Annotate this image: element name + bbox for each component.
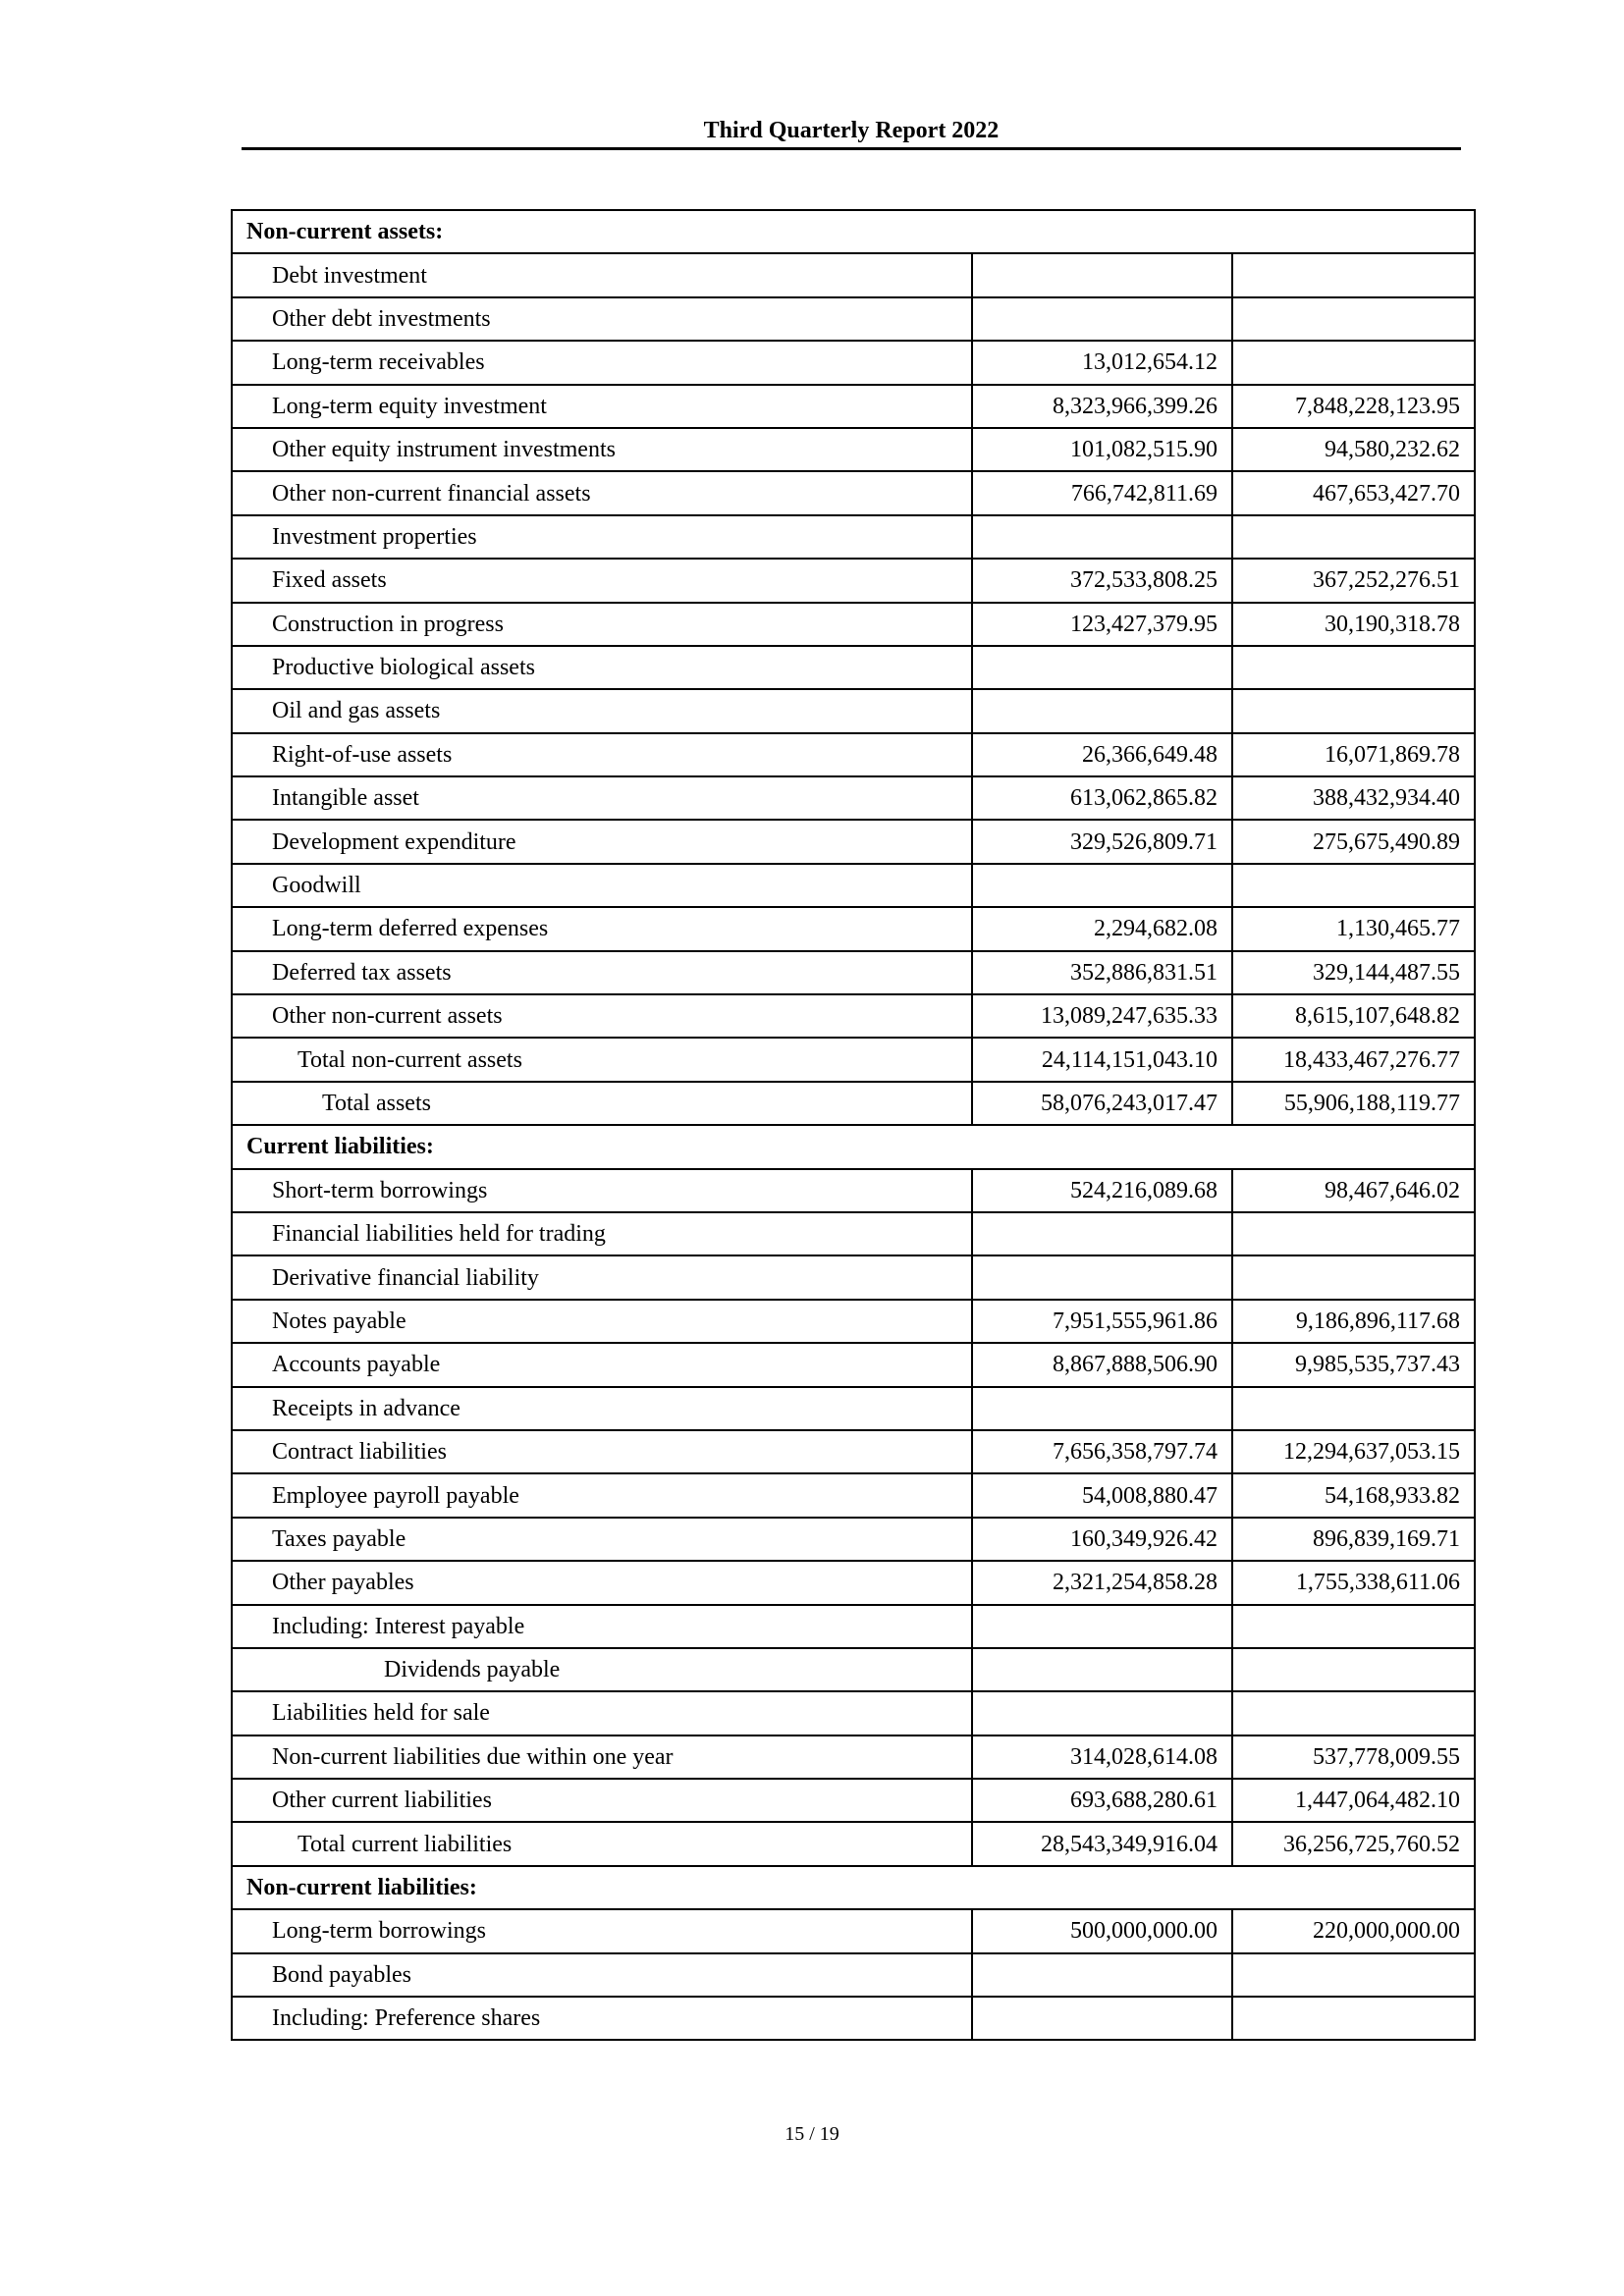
row-label: Right-of-use assets (232, 733, 972, 776)
prior-period-value: 36,256,725,760.52 (1232, 1822, 1475, 1865)
section-header-row (232, 1125, 1475, 1168)
prior-period-value: 98,467,646.02 (1232, 1169, 1475, 1212)
row-label: Financial liabilities held for trading (232, 1212, 972, 1255)
prior-period-value (1232, 253, 1475, 296)
prior-period-value (1232, 1605, 1475, 1648)
row-label: Long-term deferred expenses (232, 907, 972, 950)
prior-period-value (1232, 1255, 1475, 1299)
row-label: Long-term equity investment (232, 385, 972, 428)
current-period-value (972, 1953, 1232, 1997)
section-title: Non-current assets: (232, 210, 1475, 253)
current-period-value (972, 1691, 1232, 1735)
row-label: Employee payroll payable (232, 1473, 972, 1517)
row-label: Total assets (232, 1082, 972, 1125)
row-label: Dividends payable (232, 1648, 972, 1691)
table-row (232, 820, 1475, 863)
table-row (232, 1169, 1475, 1212)
table-row (232, 1430, 1475, 1473)
prior-period-value (1232, 864, 1475, 907)
prior-period-value (1232, 689, 1475, 732)
current-period-value: 524,216,089.68 (972, 1169, 1232, 1212)
current-period-value: 28,543,349,916.04 (972, 1822, 1232, 1865)
current-period-value: 13,012,654.12 (972, 341, 1232, 384)
table-row (232, 733, 1475, 776)
table-row (232, 907, 1475, 950)
table-row (232, 1343, 1475, 1386)
table-row (232, 385, 1475, 428)
table-row (232, 559, 1475, 602)
row-label: Bond payables (232, 1953, 972, 1997)
row-label: Accounts payable (232, 1343, 972, 1386)
table-row (232, 1909, 1475, 1952)
table-row (232, 297, 1475, 341)
table-row (232, 994, 1475, 1038)
table-row (232, 428, 1475, 471)
current-period-value (972, 297, 1232, 341)
row-label: Other current liabilities (232, 1779, 972, 1822)
prior-period-value (1232, 297, 1475, 341)
row-label: Intangible asset (232, 776, 972, 820)
prior-period-value: 329,144,487.55 (1232, 951, 1475, 994)
table-row (232, 515, 1475, 559)
table-row (232, 646, 1475, 689)
row-label: Total current liabilities (232, 1822, 972, 1865)
row-label: Liabilities held for sale (232, 1691, 972, 1735)
table-row (232, 1255, 1475, 1299)
current-period-value: 13,089,247,635.33 (972, 994, 1232, 1038)
row-label: Other payables (232, 1561, 972, 1604)
table-row (232, 1822, 1475, 1865)
row-label: Total non-current assets (232, 1038, 972, 1081)
prior-period-value: 467,653,427.70 (1232, 471, 1475, 514)
current-period-value: 123,427,379.95 (972, 603, 1232, 646)
current-period-value: 613,062,865.82 (972, 776, 1232, 820)
prior-period-value: 1,755,338,611.06 (1232, 1561, 1475, 1604)
current-period-value (972, 1212, 1232, 1255)
table-row (232, 341, 1475, 384)
prior-period-value: 1,447,064,482.10 (1232, 1779, 1475, 1822)
row-label: Other debt investments (232, 297, 972, 341)
prior-period-value: 388,432,934.40 (1232, 776, 1475, 820)
current-period-value: 24,114,151,043.10 (972, 1038, 1232, 1081)
table-row (232, 689, 1475, 732)
prior-period-value: 30,190,318.78 (1232, 603, 1475, 646)
table-row (232, 1997, 1475, 2040)
table-row (232, 471, 1475, 514)
prior-period-value (1232, 646, 1475, 689)
current-period-value: 766,742,811.69 (972, 471, 1232, 514)
row-label: Fixed assets (232, 559, 972, 602)
current-period-value: 352,886,831.51 (972, 951, 1232, 994)
table-row (232, 864, 1475, 907)
current-period-value: 500,000,000.00 (972, 1909, 1232, 1952)
current-period-value: 54,008,880.47 (972, 1473, 1232, 1517)
table-row (232, 1082, 1475, 1125)
prior-period-value (1232, 1691, 1475, 1735)
table-row (232, 1779, 1475, 1822)
current-period-value (972, 515, 1232, 559)
current-period-value: 693,688,280.61 (972, 1779, 1232, 1822)
prior-period-value: 7,848,228,123.95 (1232, 385, 1475, 428)
section-title: Non-current liabilities: (232, 1866, 1475, 1909)
current-period-value: 7,656,358,797.74 (972, 1430, 1232, 1473)
current-period-value: 160,349,926.42 (972, 1518, 1232, 1561)
row-label: Short-term borrowings (232, 1169, 972, 1212)
current-period-value (972, 1997, 1232, 2040)
table-row (232, 1212, 1475, 1255)
prior-period-value (1232, 1997, 1475, 2040)
row-label: Oil and gas assets (232, 689, 972, 732)
current-period-value (972, 1255, 1232, 1299)
current-period-value: 101,082,515.90 (972, 428, 1232, 471)
prior-period-value (1232, 1953, 1475, 1997)
row-label: Other non-current assets (232, 994, 972, 1038)
current-period-value: 329,526,809.71 (972, 820, 1232, 863)
row-label: Long-term borrowings (232, 1909, 972, 1952)
prior-period-value (1232, 1212, 1475, 1255)
prior-period-value: 94,580,232.62 (1232, 428, 1475, 471)
prior-period-value (1232, 515, 1475, 559)
prior-period-value: 8,615,107,648.82 (1232, 994, 1475, 1038)
row-label: Including: Preference shares (232, 1997, 972, 2040)
prior-period-value: 9,186,896,117.68 (1232, 1300, 1475, 1343)
table-row (232, 1473, 1475, 1517)
table-row (232, 1387, 1475, 1430)
table-row (232, 1648, 1475, 1691)
current-period-value (972, 646, 1232, 689)
table-row (232, 1561, 1475, 1604)
row-label: Derivative financial liability (232, 1255, 972, 1299)
prior-period-value: 16,071,869.78 (1232, 733, 1475, 776)
row-label: Investment properties (232, 515, 972, 559)
current-period-value: 26,366,649.48 (972, 733, 1232, 776)
row-label: Taxes payable (232, 1518, 972, 1561)
row-label: Non-current liabilities due within one year (232, 1735, 972, 1779)
current-period-value (972, 1648, 1232, 1691)
row-label: Productive biological assets (232, 646, 972, 689)
prior-period-value: 12,294,637,053.15 (1232, 1430, 1475, 1473)
prior-period-value: 275,675,490.89 (1232, 820, 1475, 863)
table-row (232, 776, 1475, 820)
table-row (232, 1038, 1475, 1081)
prior-period-value (1232, 1387, 1475, 1430)
prior-period-value: 18,433,467,276.77 (1232, 1038, 1475, 1081)
current-period-value (972, 864, 1232, 907)
row-label: Including: Interest payable (232, 1605, 972, 1648)
prior-period-value (1232, 341, 1475, 384)
row-label: Deferred tax assets (232, 951, 972, 994)
row-label: Notes payable (232, 1300, 972, 1343)
current-period-value (972, 689, 1232, 732)
table-row (232, 1605, 1475, 1648)
section-title: Current liabilities: (232, 1125, 1475, 1168)
balance-sheet-table (231, 209, 1476, 2041)
section-header-row (232, 210, 1475, 253)
row-label: Development expenditure (232, 820, 972, 863)
current-period-value: 7,951,555,961.86 (972, 1300, 1232, 1343)
section-header-row (232, 1866, 1475, 1909)
row-label: Goodwill (232, 864, 972, 907)
row-label: Contract liabilities (232, 1430, 972, 1473)
header-rule (242, 147, 1461, 150)
prior-period-value (1232, 1648, 1475, 1691)
row-label: Receipts in advance (232, 1387, 972, 1430)
balance-sheet-body (232, 210, 1475, 2040)
current-period-value: 2,294,682.08 (972, 907, 1232, 950)
row-label: Debt investment (232, 253, 972, 296)
prior-period-value: 1,130,465.77 (1232, 907, 1475, 950)
current-period-value: 8,323,966,399.26 (972, 385, 1232, 428)
current-period-value: 2,321,254,858.28 (972, 1561, 1232, 1604)
current-period-value (972, 1605, 1232, 1648)
current-period-value (972, 253, 1232, 296)
table-row (232, 1691, 1475, 1735)
prior-period-value: 9,985,535,737.43 (1232, 1343, 1475, 1386)
table-row (232, 1953, 1475, 1997)
table-row (232, 603, 1475, 646)
page-header-title: Third Quarterly Report 2022 (703, 118, 1000, 143)
prior-period-value: 537,778,009.55 (1232, 1735, 1475, 1779)
table-row (232, 1300, 1475, 1343)
table-row (232, 951, 1475, 994)
row-label: Long-term receivables (232, 341, 972, 384)
row-label: Other equity instrument investments (232, 428, 972, 471)
current-period-value: 372,533,808.25 (972, 559, 1232, 602)
current-period-value: 58,076,243,017.47 (972, 1082, 1232, 1125)
page-number: 15 / 19 (785, 2123, 839, 2145)
prior-period-value: 54,168,933.82 (1232, 1473, 1475, 1517)
current-period-value: 8,867,888,506.90 (972, 1343, 1232, 1386)
prior-period-value: 896,839,169.71 (1232, 1518, 1475, 1561)
table-row (232, 1735, 1475, 1779)
row-label: Construction in progress (232, 603, 972, 646)
current-period-value: 314,028,614.08 (972, 1735, 1232, 1779)
table-row (232, 1518, 1475, 1561)
current-period-value (972, 1387, 1232, 1430)
row-label: Other non-current financial assets (232, 471, 972, 514)
prior-period-value: 55,906,188,119.77 (1232, 1082, 1475, 1125)
prior-period-value: 367,252,276.51 (1232, 559, 1475, 602)
prior-period-value: 220,000,000.00 (1232, 1909, 1475, 1952)
table-row (232, 253, 1475, 296)
